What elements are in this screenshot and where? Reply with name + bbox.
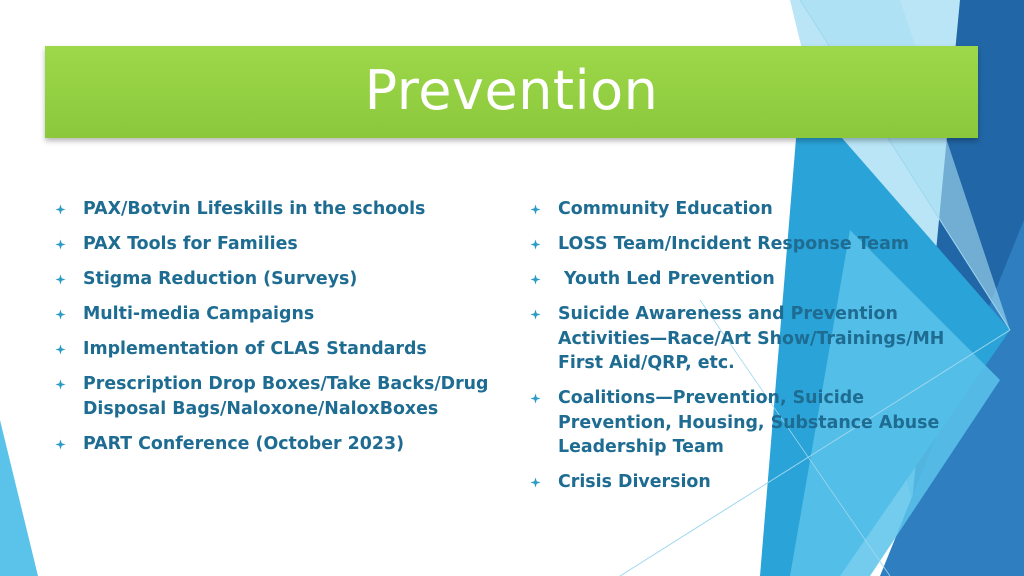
diamond-bullet-icon [55, 309, 66, 320]
list-item [55, 232, 505, 257]
list-item-text: Prescription Drop Boxes/Take Backs/Drug Disposal Bags/Naloxone/NaloxBoxes [83, 374, 489, 419]
diamond-bullet-icon [530, 393, 541, 404]
list-item-text: PAX Tools for Families [83, 234, 298, 254]
list-item [530, 302, 980, 376]
diamond-bullet-icon [55, 379, 66, 390]
diamond-bullet-icon [55, 204, 66, 215]
list-item [55, 197, 505, 222]
list-item-text: Implementation of CLAS Standards [83, 339, 427, 359]
deco-left-blue-sliver [0, 420, 38, 576]
list-item [530, 386, 980, 460]
slide-title: Prevention [364, 58, 659, 122]
list-item-text: PAX/Botvin Lifeskills in the schools [83, 199, 426, 219]
diamond-bullet-icon [55, 344, 66, 355]
diamond-bullet-icon [530, 309, 541, 320]
list-item-text: Community Education [558, 199, 773, 219]
list-item [530, 470, 980, 495]
list-item-text: LOSS Team/Incident Response Team [558, 234, 909, 254]
list-item-text: Suicide Awareness and Prevention Activities—Race/Art Show/Trainings/MH First Aid/QRP, etc. [558, 304, 945, 373]
diamond-bullet-icon [55, 439, 66, 450]
left-bullet-list [55, 197, 505, 467]
list-item [55, 372, 505, 421]
list-item-text: Coalitions—Prevention, Suicide Prevention, Housing, Substance Abuse Leadership Team [558, 388, 940, 457]
list-item [55, 337, 505, 362]
diamond-bullet-icon [530, 239, 541, 250]
list-item [55, 302, 505, 327]
right-bullet-list [530, 197, 980, 505]
diamond-bullet-icon [530, 204, 541, 215]
list-item [530, 267, 980, 292]
diamond-bullet-icon [55, 274, 66, 285]
list-item-text: Crisis Diversion [558, 472, 711, 492]
list-item-text: Multi-media Campaigns [83, 304, 315, 324]
list-item [55, 267, 505, 292]
list-item [55, 432, 505, 457]
list-item-text: Stigma Reduction (Surveys) [83, 269, 358, 289]
list-item-text: Youth Led Prevention [558, 269, 775, 289]
list-item-text: PART Conference (October 2023) [83, 433, 405, 454]
title-bar [45, 46, 978, 138]
list-item [530, 197, 980, 222]
diamond-bullet-icon [530, 477, 541, 488]
diamond-bullet-icon [530, 274, 541, 285]
list-item [530, 232, 980, 257]
diamond-bullet-icon [55, 239, 66, 250]
